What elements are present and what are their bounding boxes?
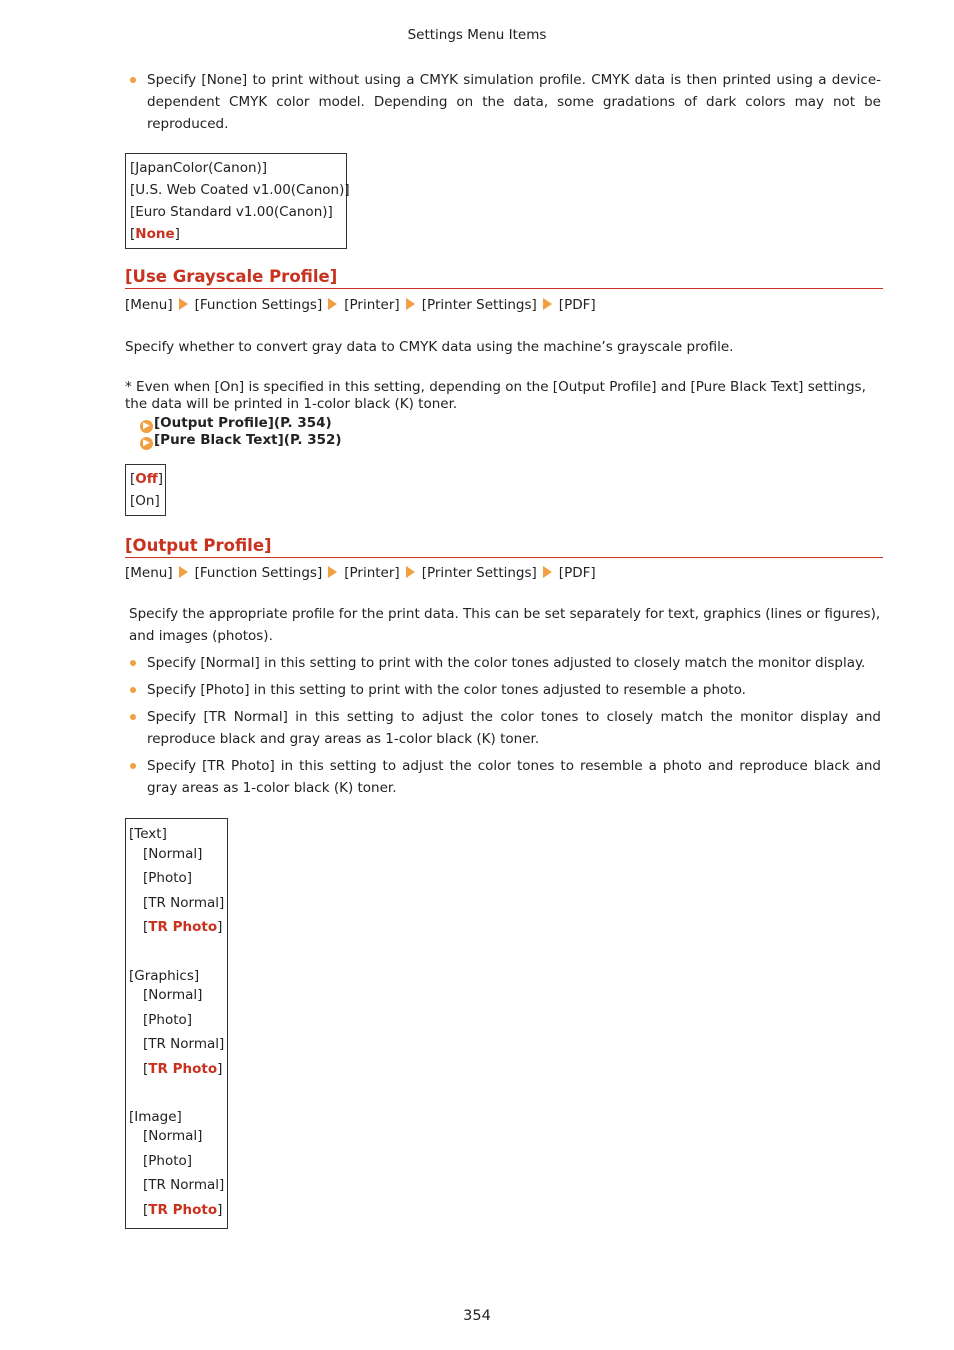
group-label-graphics: [Graphics] <box>129 968 200 984</box>
option: [TR Normal] <box>143 895 225 911</box>
default-value: TR Photo <box>148 919 218 935</box>
crumb: [Printer] <box>344 565 400 581</box>
list-item: Specify [None] to print without using a CMYK simulation profile. CMYK data is then printed using a device-dependent CMYK color model. Depending on the data, some gradations of dark colors may not be reproduced. <box>125 69 881 135</box>
default-value: None <box>135 226 175 242</box>
bullet-icon <box>130 687 136 693</box>
group-label-text: [Text] <box>129 826 167 842</box>
arrow-right-icon <box>328 566 337 578</box>
list-item: Specify [Normal] in this setting to print with the color tones adjusted to closely match the monitor display. <box>125 652 881 674</box>
crumb: [PDF] <box>558 297 596 313</box>
arrow-circle-icon: ▶ <box>140 420 153 433</box>
arrow-right-icon <box>179 298 188 310</box>
arrow-right-icon <box>406 566 415 578</box>
default-value: TR Photo <box>148 1061 218 1077</box>
list-item: Specify [TR Normal] in this setting to adjust the color tones to closely match the monitor display and reproduce black and gray areas as 1-color black (K) toner. <box>125 706 881 750</box>
breadcrumb <box>125 294 596 316</box>
option-default: [TR Photo] <box>143 919 223 935</box>
option: [U.S. Web Coated v1.00(Canon)] <box>130 182 350 198</box>
default-value: TR Photo <box>148 1202 218 1218</box>
option: [Photo] <box>143 870 193 886</box>
crumb: [Function Settings] <box>194 297 323 313</box>
default-value: Off <box>135 471 158 487</box>
option: [JapanColor(Canon)] <box>130 160 268 176</box>
bullet-icon <box>130 763 136 769</box>
crumb: [PDF] <box>558 565 596 581</box>
bullet-icon <box>130 660 136 666</box>
grayscale-description: Specify whether to convert gray data to CMYK data using the machine’s grayscale profile. <box>125 339 734 355</box>
breadcrumb <box>125 562 596 584</box>
output-description: Specify the appropriate profile for the print data. This can be set separately for text, graphics (lines or figures), and images (photos). <box>129 606 881 644</box>
bullet-icon <box>130 714 136 720</box>
page-number: 354 <box>463 1308 491 1324</box>
link-pure-black-text[interactable]: ▶ [Pure Black Text](P. 352) <box>140 432 342 450</box>
output-options-box <box>125 818 228 1229</box>
crumb: [Printer Settings] <box>421 565 537 581</box>
crumb: [Printer] <box>344 297 400 313</box>
arrow-right-icon <box>543 566 552 578</box>
arrow-right-icon <box>328 298 337 310</box>
option: [Photo] <box>143 1012 193 1028</box>
page-header: Settings Menu Items <box>407 27 547 43</box>
crumb: [Printer Settings] <box>421 297 537 313</box>
crumb: [Function Settings] <box>194 565 323 581</box>
option-default: [Off] <box>130 471 163 487</box>
option: [TR Normal] <box>143 1036 225 1052</box>
cmyk-options-box <box>125 153 350 249</box>
option: [Photo] <box>143 1153 193 1169</box>
option-default: [TR Photo] <box>143 1061 223 1077</box>
option-default: [TR Photo] <box>143 1202 223 1218</box>
link-output-profile[interactable]: ▶ [Output Profile](P. 354) <box>140 415 332 433</box>
crumb: [Menu] <box>125 565 173 581</box>
arrow-right-icon <box>406 298 415 310</box>
option: [On] <box>130 493 160 509</box>
arrow-circle-icon: ▶ <box>140 437 153 450</box>
list-item: Specify [Photo] in this setting to print with the color tones adjusted to resemble a photo. <box>125 679 881 701</box>
option: [Normal] <box>143 846 203 862</box>
arrow-right-icon <box>543 298 552 310</box>
output-bullet-list <box>125 652 881 804</box>
bullet-icon <box>130 77 136 83</box>
option: [Euro Standard v1.00(Canon)] <box>130 204 333 220</box>
arrow-right-icon <box>179 566 188 578</box>
option-default: [None] <box>130 226 180 242</box>
grayscale-note: * Even when [On] is specified in this setting, depending on the [Output Profile] and [Pure Black Text] settings, the data will be printed in 1-color black (K) toner. <box>125 379 866 412</box>
section-title-output-profile: [Output Profile] <box>125 536 883 558</box>
option: [Normal] <box>143 1128 203 1144</box>
group-label-image: [Image] <box>129 1109 182 1125</box>
option: [TR Normal] <box>143 1177 225 1193</box>
list-item: Specify [TR Photo] in this setting to adjust the color tones to resemble a photo and reproduce black and gray areas as 1-color black (K) toner. <box>125 755 881 799</box>
crumb: [Menu] <box>125 297 173 313</box>
section-title-grayscale: [Use Grayscale Profile] <box>125 267 883 289</box>
grayscale-options-box <box>125 464 166 516</box>
intro-bullet-list <box>125 69 881 135</box>
option: [Normal] <box>143 987 203 1003</box>
